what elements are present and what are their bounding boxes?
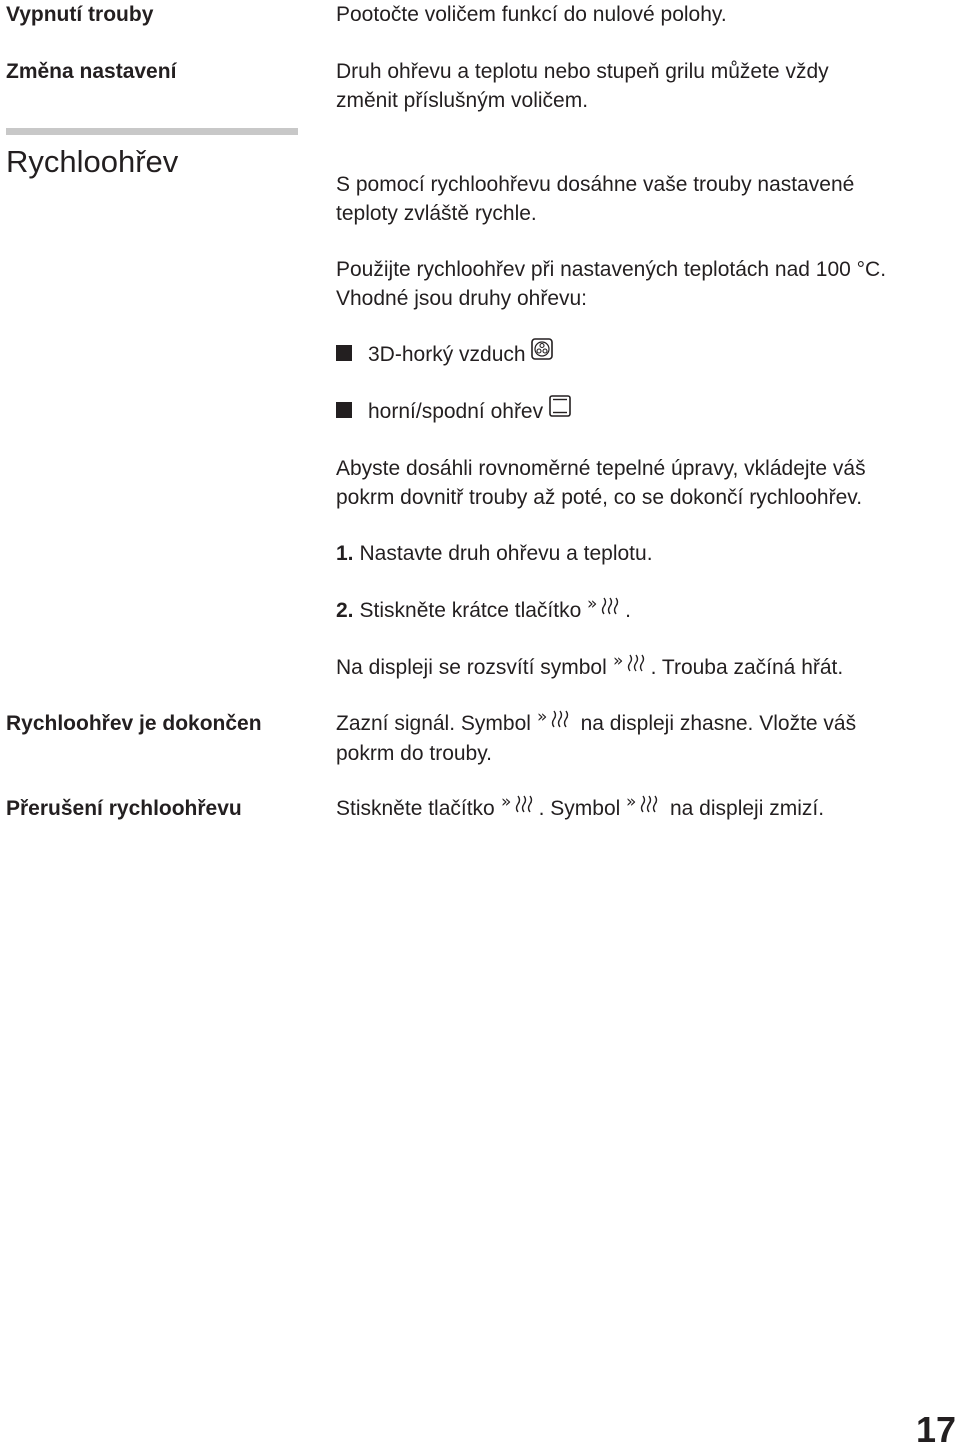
step-text: Stiskněte krátce tlačítko bbox=[359, 599, 582, 622]
bullet-label: 3D-horký vzduch bbox=[368, 343, 526, 366]
rapid-heat-icon bbox=[587, 594, 625, 624]
display-note-text-a: Na displeji se rozsvítí symbol bbox=[336, 656, 607, 679]
rapid-intro-line-1: S pomocí rychloohřevu dosáhne vaše trouby nastavené bbox=[336, 173, 855, 196]
step-number: 1. bbox=[336, 542, 354, 565]
interrupt-text-c: na displeji zmizí. bbox=[669, 797, 825, 820]
rapid-intro-line-2: teploty zvláště rychle. bbox=[336, 202, 537, 225]
heading-change-settings: Změna nastavení bbox=[6, 60, 177, 83]
section-divider bbox=[6, 128, 298, 135]
usage-note-line-2: Vhodné jsou druhy ohřevu: bbox=[336, 287, 588, 310]
fan-icon bbox=[531, 338, 553, 368]
interrupt-text-a: Stiskněte tlačítko bbox=[336, 797, 495, 820]
bullet-item-top-bottom-heat bbox=[336, 397, 946, 427]
bullet-label: horní/spodní ohřev bbox=[368, 400, 544, 423]
svg-text:»: » bbox=[536, 707, 548, 728]
svg-text:»: » bbox=[500, 792, 511, 813]
change-text-line-2: změnit příslušným voličem. bbox=[336, 89, 589, 112]
tip-text-line-1: Abyste dosáhli rovnoměrné tepelné úpravy, vkládejte váš bbox=[336, 457, 866, 480]
done-text-line-1 bbox=[336, 709, 946, 739]
usage-note bbox=[336, 255, 946, 313]
change-text-line-1: Druh ohřevu a teplotu nebo stupeň grilu můžete vždy bbox=[336, 60, 829, 83]
bullet-square-icon bbox=[336, 402, 352, 418]
done-text-b: na displeji zhasne. Vložte váš bbox=[580, 712, 857, 735]
tip-text-line-2: pokrm dovnitř trouby až poté, co se dokončí rychloohřev. bbox=[336, 486, 863, 509]
done-text bbox=[336, 709, 946, 768]
done-text-line-2: pokrm do trouby. bbox=[336, 742, 493, 766]
off-text: Pootočte voličem funkcí do nulové polohy. bbox=[336, 3, 727, 26]
rapid-heat-icon bbox=[537, 707, 575, 737]
rapid-heat-icon bbox=[501, 792, 539, 822]
svg-text:»: » bbox=[626, 792, 637, 813]
step-1 bbox=[336, 539, 946, 568]
change-text bbox=[336, 57, 946, 115]
bullet-square-icon bbox=[336, 345, 352, 361]
step-text: Nastavte druh ohřevu a teplotu. bbox=[359, 542, 653, 565]
step-number: 2. bbox=[336, 599, 354, 622]
top-bottom-heat-icon bbox=[549, 395, 571, 425]
done-text-a: Zazní signál. Symbol bbox=[336, 712, 531, 735]
heading-rapid-heating-done: Rychloohřev je dokončen bbox=[6, 712, 262, 735]
bullet-item-3d-hot-air bbox=[336, 340, 946, 370]
period: . bbox=[625, 599, 631, 622]
interrupt-text bbox=[336, 794, 946, 824]
step-2 bbox=[336, 596, 946, 626]
interrupt-text-b: . Symbol bbox=[538, 797, 621, 820]
svg-text:»: » bbox=[587, 594, 598, 615]
page-number: 17 bbox=[915, 1409, 956, 1450]
section-title-rapid-heating: Rychloohřev bbox=[6, 144, 179, 179]
display-note-text-b: . Trouba začíná hřát. bbox=[650, 656, 844, 679]
heading-oven-off: Vypnutí trouby bbox=[6, 3, 154, 26]
rapid-heat-icon bbox=[613, 651, 651, 681]
rapid-intro bbox=[336, 170, 946, 228]
tip-text bbox=[336, 454, 946, 512]
display-note bbox=[336, 653, 946, 683]
svg-text:»: » bbox=[612, 651, 624, 672]
rapid-heat-icon bbox=[626, 792, 664, 822]
heading-rapid-heating-interrupt: Přerušení rychloohřevu bbox=[6, 797, 242, 820]
usage-note-line-1: Použijte rychloohřev při nastavených teplotách nad 100 °C. bbox=[336, 258, 887, 281]
